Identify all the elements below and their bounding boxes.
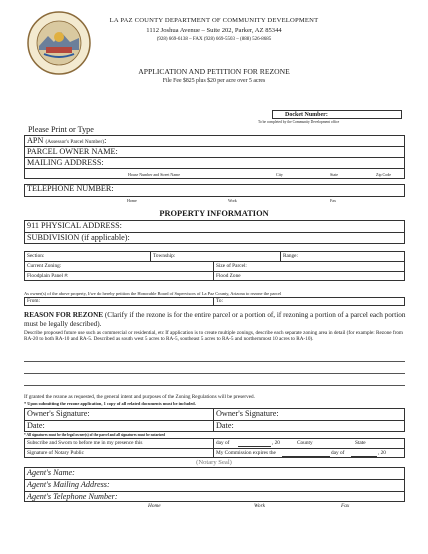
reason-line-3[interactable]: [24, 385, 405, 386]
from-field[interactable]: From:: [27, 298, 40, 304]
notary-seal-label: (Notary Seal): [196, 459, 232, 466]
commission-day-of: day of: [331, 450, 345, 456]
department-phones: (928) 669-6138 – FAX (928) 669-5503 – (888) 526-8685: [156, 37, 272, 42]
phone-sub-work: Work: [228, 198, 237, 203]
sworn-year: , 20: [272, 440, 280, 446]
addr-sub-street: House Number and Street Name: [128, 172, 180, 177]
commission-year: , 20: [378, 450, 386, 456]
print-note: Please Print or Type: [28, 125, 94, 134]
range-field[interactable]: Range:: [283, 253, 299, 259]
petition-text: As owner(s) of the above property, I/we do hereby petition the Honorable Board of Supervisors of La Paz County, Arizona to rezone the parcel: [24, 291, 282, 296]
commission-text: My Commission expires the: [216, 450, 276, 456]
to-field[interactable]: To:: [216, 298, 223, 304]
parcel-size-field[interactable]: Size of Parcel:: [216, 263, 247, 269]
reason-line-2[interactable]: [24, 373, 405, 374]
section-field[interactable]: Section:: [27, 253, 45, 259]
date-2[interactable]: Date:: [216, 421, 234, 430]
owner-name-field[interactable]: PARCEL OWNER NAME:: [27, 147, 118, 156]
form-title: APPLICATION AND PETITION FOR REZONE: [138, 67, 290, 76]
department-name: LA PAZ COUNTY DEPARTMENT OF COMMUNITY DEVELOPMENT: [109, 17, 319, 24]
apn-field[interactable]: APN (Assessor's Parcel Number):: [27, 136, 107, 145]
physical-address-field[interactable]: 911 PHYSICAL ADDRESS:: [27, 221, 122, 230]
phone-sub-home: Home: [127, 198, 137, 203]
addr-sub-city: City: [276, 172, 283, 177]
addr-sub-zip: Zip Code: [376, 172, 391, 177]
reason-line-1[interactable]: [24, 361, 405, 362]
parcel-grid: [24, 251, 405, 281]
copy-note: * Upon submitting the rezone application, 1 copy of all related documents must be included.: [24, 401, 196, 406]
property-heading: PROPERTY INFORMATION: [159, 209, 269, 218]
subdivision-field[interactable]: SUBDIVISION (if applicable):: [27, 233, 130, 242]
owner-signature-1[interactable]: Owner's Signature:: [27, 409, 90, 418]
township-field[interactable]: Township:: [153, 253, 176, 259]
from-to-box: [24, 297, 405, 306]
agent-mailing-field[interactable]: Agent's Mailing Address:: [27, 480, 110, 489]
sworn-text: Subscribe and Sworn to before me in my presence this: [27, 440, 143, 446]
date-1[interactable]: Date:: [27, 421, 45, 430]
reason-description: Describe proposed future use such as commercial or residential, etc If application is to create multiple zonings, describe each separate zoning area in detail (for example: Rezone from RA-20 to both RA-10 and RA-5. Described as south west 5 acres to RA-5, southeast 5 acres to RA-5 and northernmost 10 acres to RA-10).: [24, 330, 403, 343]
flood-zone-field[interactable]: Flood Zone: [216, 273, 241, 279]
agreement-text: If granted the rezone as requested, the general intent and purposes of the Zoning Regulations will be preserved.: [24, 394, 255, 400]
floodplain-field[interactable]: Floodplain Panel #:: [27, 273, 69, 279]
telephone-field[interactable]: TELEPHONE NUMBER:: [27, 184, 114, 193]
signature-note: * All signatures must be the legal owner(s) of the parcel and all signatures must be notarized: [24, 433, 166, 437]
docket-note: To be completed by the Community Development office: [258, 120, 340, 124]
docket-label: Docket Number:: [285, 112, 328, 118]
reason-heading: REASON FOR REZONE (Clarify if the rezone is for the entire parcel or a portion of, if rezoning a portion of a parcel each portion must be legally described).: [24, 311, 406, 328]
agent-phone-field[interactable]: Agent's Telephone Number:: [27, 492, 118, 501]
agent-name-field[interactable]: Agent's Name:: [27, 468, 75, 477]
mailing-address-field[interactable]: MAILING ADDRESS:: [27, 158, 104, 167]
agent-sub-work: Work: [254, 503, 265, 509]
agent-sub-fax: Fax: [341, 503, 350, 509]
agent-sub-home: Home: [148, 503, 161, 509]
sworn-day-of: day of: [216, 440, 230, 446]
current-zoning-field[interactable]: Current Zoning:: [27, 263, 62, 269]
sworn-state: State: [355, 440, 366, 446]
file-fee: File Fee $825 plus $20 per acre over 5 acres: [162, 78, 266, 84]
owner-signature-2[interactable]: Owner's Signature:: [216, 409, 279, 418]
sworn-county: County: [297, 440, 313, 446]
notary-signature[interactable]: Signature of Notary Public: [27, 450, 84, 456]
docket-number-box[interactable]: [272, 110, 402, 119]
department-address: 1112 Joshua Avenue – Suite 202, Parker, AZ 85344: [146, 27, 282, 34]
phone-sub-fax: Fax: [330, 198, 336, 203]
addr-sub-state: State: [330, 172, 338, 177]
